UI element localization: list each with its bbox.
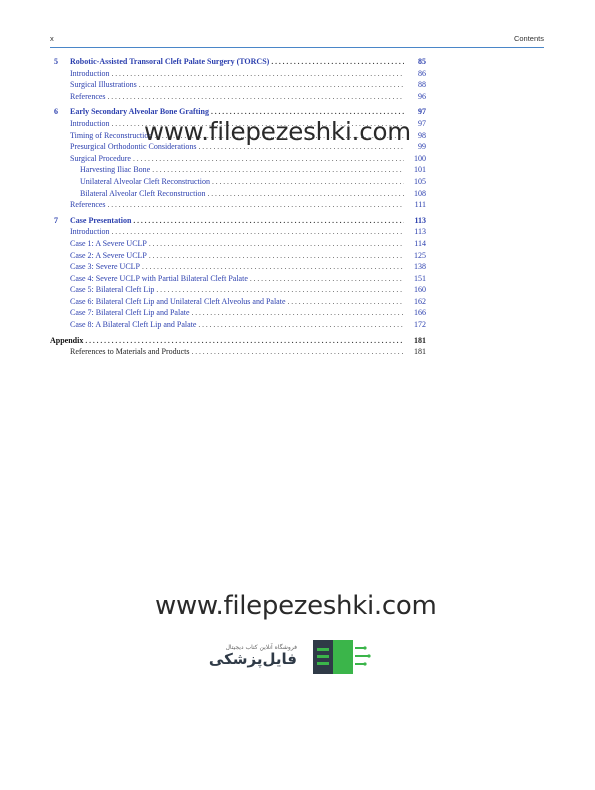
entry-title: Presurgical Orthodontic Considerations (70, 142, 197, 152)
page-ref: 99 (418, 142, 426, 152)
page-ref: 113 (414, 215, 426, 225)
entry-title: Case 8: A Bilateral Cleft Lip and Palate (70, 320, 197, 330)
page-ref: 101 (414, 165, 426, 175)
dot-leader (85, 335, 404, 347)
dot-leader (271, 56, 404, 68)
entry-title: Case 1: A Severe UCLP (70, 238, 147, 248)
dot-leader (149, 238, 404, 250)
page-ref: 151 (414, 273, 426, 283)
table-of-contents (50, 56, 426, 358)
entry-title: References to Materials and Products (70, 347, 190, 357)
entry-title: Harvesting Iliac Bone (80, 165, 151, 175)
toc-chapter-7[interactable] (50, 215, 426, 227)
page-ref: 108 (414, 188, 426, 198)
page-number: x (50, 34, 54, 43)
page-ref: 97 (418, 118, 426, 128)
entry-title: Surgical Illustrations (70, 80, 137, 90)
page-ref: 172 (414, 320, 426, 330)
page-ref: 162 (414, 296, 426, 306)
toc-entry[interactable] (50, 261, 426, 273)
dot-leader (288, 296, 405, 308)
dot-leader (250, 273, 404, 285)
page-ref: 125 (414, 250, 426, 260)
entry-title: Case 6: Bilateral Cleft Lip and Unilateral Cleft Alveolus and Palate (70, 296, 286, 306)
dot-leader (198, 319, 404, 331)
entry-title: References (70, 91, 106, 101)
page-ref: 88 (418, 80, 426, 90)
toc-entry[interactable] (50, 68, 426, 80)
page-ref: 105 (414, 176, 426, 186)
page-ref: 166 (414, 308, 426, 318)
page-ref: 181 (414, 347, 426, 357)
dot-leader (108, 199, 404, 211)
toc-entry[interactable] (50, 238, 426, 250)
toc-entry[interactable] (50, 284, 426, 296)
logo-wordmark: فایل‌پزشکی (208, 650, 297, 668)
entry-title: Case 3: Severe UCLP (70, 262, 140, 272)
toc-subentry[interactable] (50, 176, 426, 188)
toc-entry[interactable] (50, 199, 426, 211)
dot-leader (192, 346, 404, 358)
toc-entry[interactable] (50, 319, 426, 331)
logo-text (209, 644, 297, 667)
header-rule (50, 47, 544, 48)
page-header (50, 34, 544, 46)
toc-entry[interactable] (50, 307, 426, 319)
entry-title: Bilateral Alveolar Cleft Reconstruction (80, 188, 206, 198)
dot-leader (149, 250, 404, 262)
watermark-url-top: www.filepezeshki.com (144, 117, 411, 146)
entry-title: References (70, 200, 106, 210)
page-ref: 111 (414, 200, 426, 210)
page-ref: 114 (414, 238, 426, 248)
toc-subentry[interactable] (50, 164, 426, 176)
dot-leader (208, 188, 404, 200)
entry-title: Introduction (70, 68, 110, 78)
toc-entry[interactable] (50, 346, 426, 358)
page-ref: 96 (418, 91, 426, 101)
dot-leader (212, 176, 404, 188)
entry-title: Case 7: Bilateral Cleft Lip and Palate (70, 308, 190, 318)
section-title: Contents (513, 34, 544, 43)
page-ref: 97 (418, 107, 426, 117)
entry-title: Case 4: Severe UCLP with Partial Bilateral Cleft Palate (70, 273, 248, 283)
page-ref: 160 (414, 285, 426, 295)
chapter-title: Case Presentation (70, 215, 132, 225)
chapter-number: 5 (54, 57, 58, 66)
toc-subentry[interactable] (50, 188, 426, 200)
page-ref: 98 (418, 130, 426, 140)
toc-entry[interactable] (50, 91, 426, 103)
dot-leader (112, 68, 404, 80)
entry-title: Introduction (70, 118, 110, 128)
entry-title: Case 5: Bilateral Cleft Lip (70, 285, 155, 295)
entry-title: Timing of Reconstruction (70, 130, 153, 140)
dot-leader (133, 215, 404, 227)
toc-chapter-5[interactable] (50, 56, 426, 68)
dot-leader (156, 284, 404, 296)
dot-leader (139, 79, 404, 91)
book-logo-icon (307, 636, 371, 676)
page-ref: 100 (414, 153, 426, 163)
toc-entry[interactable] (50, 153, 426, 165)
dot-leader (133, 153, 404, 165)
page-ref: 86 (418, 68, 426, 78)
dot-leader (192, 307, 404, 319)
dot-leader (152, 164, 404, 176)
toc-entry[interactable] (50, 250, 426, 262)
chapter-title: Early Secondary Alveolar Bone Grafting (70, 107, 209, 117)
chapter-title: Robotic-Assisted Transoral Cleft Palate Surgery (TORCS) (70, 57, 270, 66)
entry-title: Introduction (70, 227, 110, 237)
chapter-number: 6 (54, 107, 58, 117)
toc-entry[interactable] (50, 79, 426, 91)
page-ref: 85 (418, 57, 426, 66)
page-ref: 181 (414, 335, 426, 345)
entry-title: Case 2: A Severe UCLP (70, 250, 147, 260)
toc-entry[interactable] (50, 273, 426, 285)
dot-leader (142, 261, 404, 273)
page-ref: 113 (414, 227, 426, 237)
toc-entry[interactable] (50, 226, 426, 238)
toc-appendix[interactable] (50, 335, 426, 347)
filepezeshki-logo (205, 636, 375, 676)
dot-leader (108, 91, 404, 103)
appendix-title: Appendix (50, 335, 84, 345)
entry-title: Unilateral Alveolar Cleft Reconstruction (80, 176, 210, 186)
chapter-number: 7 (54, 215, 58, 225)
logo-tagline: فروشگاه آنلاین کتاب دیجیتال (225, 644, 297, 651)
watermark-url-bottom: www.filepezeshki.com (155, 591, 437, 621)
dot-leader (112, 226, 404, 238)
toc-entry[interactable] (50, 296, 426, 308)
page-ref: 138 (414, 262, 426, 272)
entry-title: Surgical Procedure (70, 153, 131, 163)
